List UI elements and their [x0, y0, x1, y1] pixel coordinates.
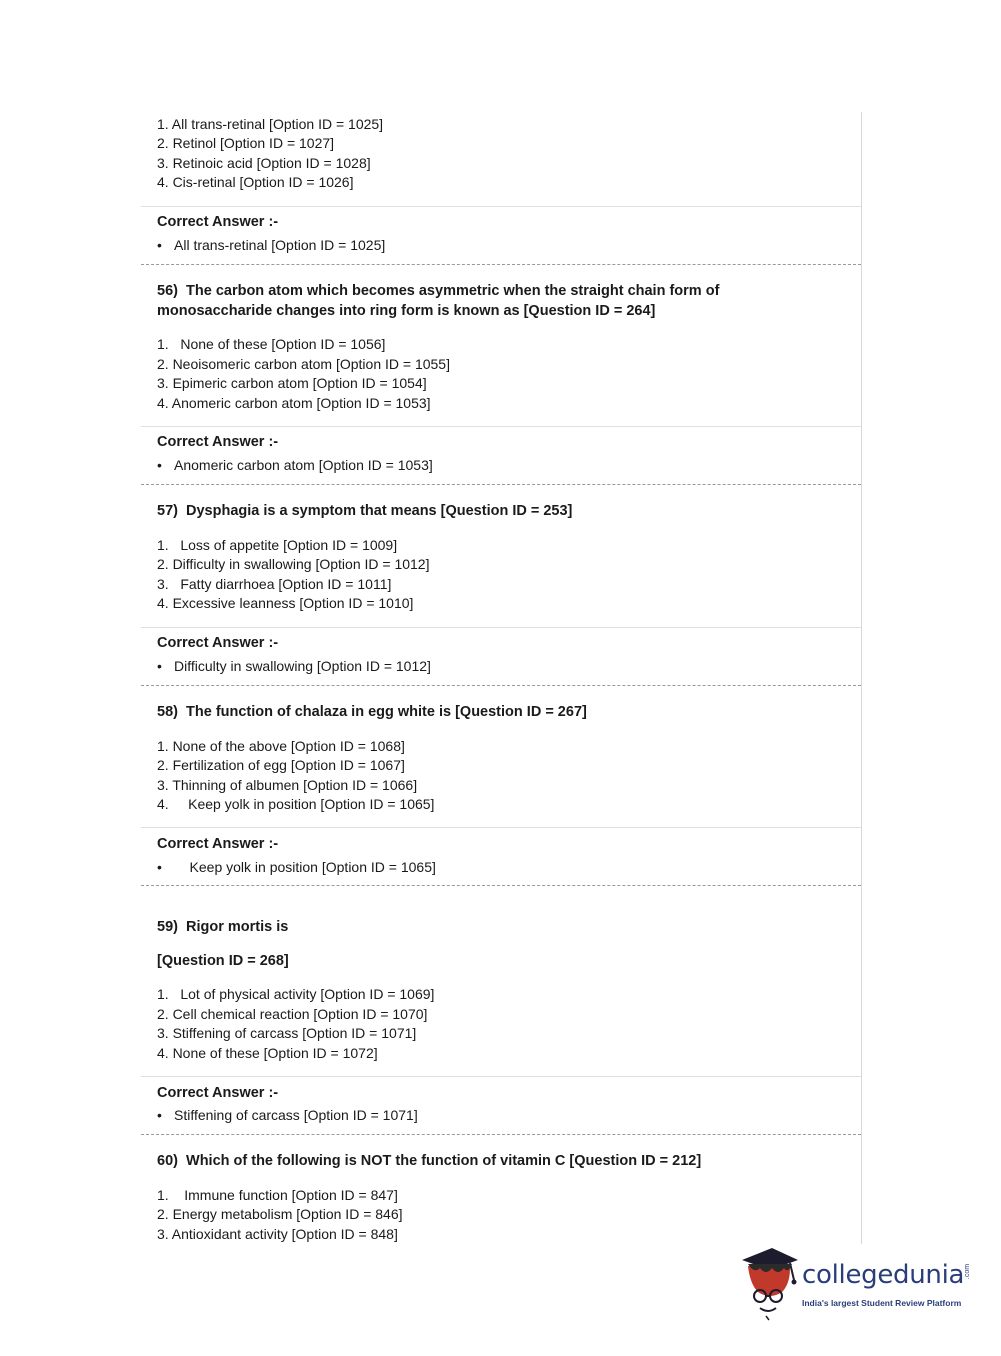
- option-line: 4. Keep yolk in position [Option ID = 1065]: [157, 796, 435, 812]
- answer-text: Keep yolk in position [Option ID = 1065]: [174, 859, 436, 875]
- divider: [141, 827, 861, 828]
- question-id: [Question ID = 268]: [157, 953, 289, 969]
- option-line: 4. Anomeric carbon atom [Option ID = 1053]: [157, 395, 431, 411]
- option-line: 2. Neoisomeric carbon atom [Option ID = 1055]: [157, 356, 450, 372]
- divider: [141, 206, 861, 207]
- option-line: 4. Excessive leanness [Option ID = 1010]: [157, 595, 414, 611]
- logo-tagline: India's largest Student Review Platform: [802, 1298, 962, 1308]
- option-line: 2. Retinol [Option ID = 1027]: [157, 135, 335, 151]
- question-separator: [141, 264, 861, 265]
- correct-answer: [157, 657, 431, 675]
- option-line: 4. None of these [Option ID = 1072]: [157, 1045, 378, 1061]
- correct-answer-label: Correct Answer :-: [157, 214, 279, 230]
- question-separator: [141, 1134, 861, 1135]
- correct-answer: [157, 858, 436, 876]
- correct-answer-label: Correct Answer :-: [157, 836, 279, 852]
- option-line: 1. None of the above [Option ID = 1068]: [157, 738, 405, 754]
- option-line: 1. Immune function [Option ID = 847]: [157, 1187, 398, 1203]
- bullet-icon: •: [157, 658, 162, 674]
- logo-suffix: .com: [964, 1263, 972, 1280]
- option-line: 3. Retinoic acid [Option ID = 1028]: [157, 155, 371, 171]
- option-line: 1. Loss of appetite [Option ID = 1009]: [157, 537, 398, 553]
- answer-text: Difficulty in swallowing [Option ID = 1012]: [174, 658, 431, 674]
- correct-answer-label: Correct Answer :-: [157, 434, 279, 450]
- question-separator: [141, 484, 861, 485]
- option-line: 1. All trans-retinal [Option ID = 1025]: [157, 116, 384, 132]
- question-text: 58) The function of chalaza in egg white is [Question ID = 267]: [157, 704, 587, 720]
- option-line: 3. Thinning of albumen [Option ID = 1066]: [157, 777, 418, 793]
- question-text: 57) Dysphagia is a symptom that means [Question ID = 253]: [157, 503, 573, 519]
- bullet-icon: •: [157, 859, 162, 875]
- logo-wordmark: collegedunia: [802, 1260, 965, 1290]
- question-text: 60) Which of the following is NOT the function of vitamin C [Question ID = 212]: [157, 1153, 702, 1169]
- bullet-icon: •: [157, 457, 162, 473]
- option-line: 3. Epimeric carbon atom [Option ID = 1054]: [157, 375, 427, 391]
- option-line: 4. Cis-retinal [Option ID = 1026]: [157, 174, 354, 190]
- bullet-icon: •: [157, 237, 162, 253]
- option-line: 3. Fatty diarrhoea [Option ID = 1011]: [157, 576, 392, 592]
- bullet-icon: •: [157, 1107, 162, 1123]
- divider: [141, 627, 861, 628]
- option-line: 2. Fertilization of egg [Option ID = 1067]: [157, 757, 405, 773]
- question-paper-sheet: [141, 112, 862, 1244]
- option-line: 1. None of these [Option ID = 1056]: [157, 336, 386, 352]
- answer-text: Stiffening of carcass [Option ID = 1071]: [174, 1107, 418, 1123]
- option-line: 2. Difficulty in swallowing [Option ID = 1012]: [157, 556, 430, 572]
- correct-answer-label: Correct Answer :-: [157, 1085, 279, 1101]
- option-line: 2. Cell chemical reaction [Option ID = 1070]: [157, 1006, 428, 1022]
- correct-answer: [157, 456, 433, 474]
- question-separator: [141, 885, 861, 886]
- question-text: 59) Rigor mortis is: [157, 919, 289, 935]
- answer-text: All trans-retinal [Option ID = 1025]: [174, 237, 386, 253]
- divider: [141, 1076, 861, 1077]
- mascot-icon: [738, 1246, 800, 1322]
- correct-answer: [157, 236, 385, 254]
- answer-text: Anomeric carbon atom [Option ID = 1053]: [174, 457, 433, 473]
- collegedunia-logo: [738, 1246, 970, 1322]
- correct-answer-label: Correct Answer :-: [157, 635, 279, 651]
- option-line: 1. Lot of physical activity [Option ID = 1069]: [157, 986, 435, 1002]
- question-separator: [141, 685, 861, 686]
- option-line: 3. Antioxidant activity [Option ID = 848]: [157, 1226, 398, 1242]
- option-line: 3. Stiffening of carcass [Option ID = 1071]: [157, 1025, 417, 1041]
- question-text: monosaccharide changes into ring form is known as [Question ID = 264]: [157, 303, 656, 319]
- option-line: 2. Energy metabolism [Option ID = 846]: [157, 1206, 403, 1222]
- divider: [141, 426, 861, 427]
- question-text: 56) The carbon atom which becomes asymmetric when the straight chain form of: [157, 283, 720, 299]
- correct-answer: [157, 1106, 418, 1124]
